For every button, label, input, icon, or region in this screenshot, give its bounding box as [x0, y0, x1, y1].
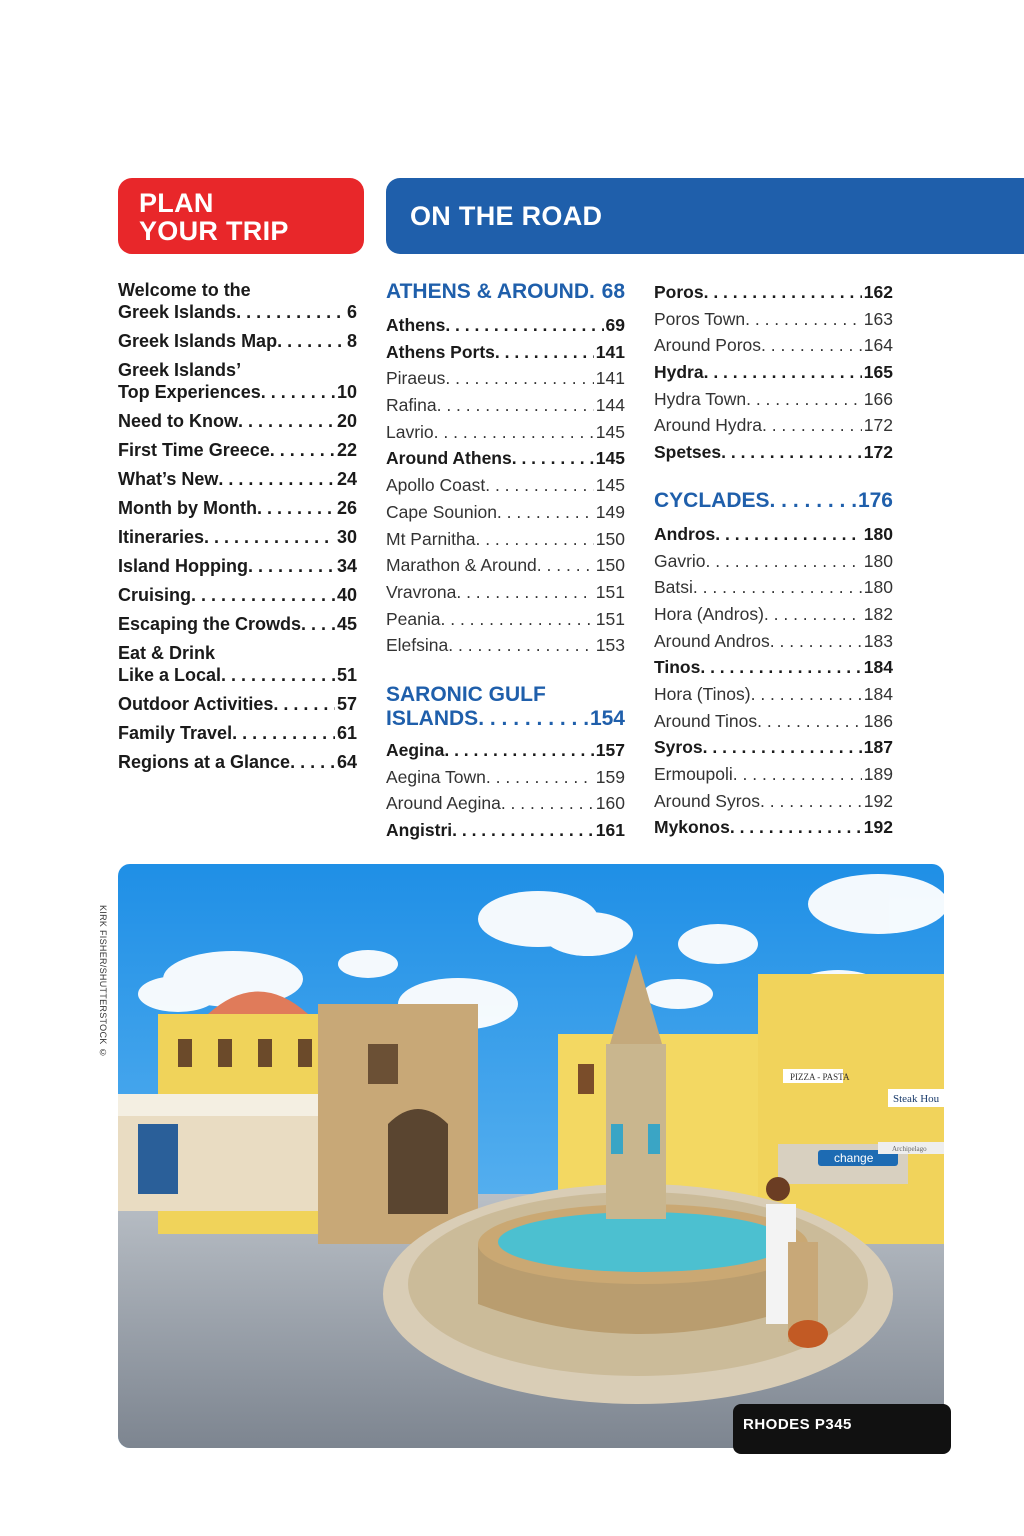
entry-page: 176	[857, 488, 893, 512]
entry-title: Around Aegina	[386, 793, 501, 814]
entry-title: Athens	[386, 315, 446, 335]
entry-page: 141	[595, 368, 625, 389]
dot-leader	[301, 613, 335, 635]
toc-entry[interactable]	[386, 339, 625, 366]
entry-page: 30	[336, 527, 357, 547]
region-title-line1: SARONIC GULF	[386, 682, 546, 706]
toc-entry[interactable]	[654, 279, 893, 306]
dot-leader	[437, 392, 594, 419]
entry-title: First Time Greece	[118, 440, 270, 460]
toc-entry-two-line[interactable]	[118, 279, 357, 330]
entry-title: Around Poros	[654, 335, 762, 356]
entry-page: 51	[336, 665, 357, 685]
toc-entry[interactable]	[118, 439, 357, 468]
entry-page: 22	[336, 440, 357, 460]
toc-entry[interactable]	[386, 312, 625, 339]
dot-leader	[441, 606, 594, 633]
dot-leader	[273, 693, 335, 715]
entry-title: Greek Islands Map	[118, 331, 278, 351]
steak-house-sign: Steak Hou	[893, 1093, 940, 1105]
archipelago-sign: Archipelago	[892, 1145, 927, 1153]
entry-title: Athens Ports	[386, 341, 495, 362]
entry-page: 189	[863, 764, 893, 784]
dot-leader	[730, 814, 862, 841]
dot-leader	[218, 468, 335, 490]
entry-page: 20	[336, 411, 357, 431]
toc-entry[interactable]	[654, 601, 893, 628]
entry-page: 180	[863, 523, 893, 544]
entry-title: Month by Month	[118, 498, 257, 518]
toc-entry[interactable]	[118, 613, 357, 642]
dot-leader	[448, 632, 594, 659]
entry-page: 192	[863, 817, 893, 838]
photo-illustration	[118, 864, 944, 1448]
entry-page: 172	[863, 415, 893, 436]
entry-title: Island Hopping	[118, 556, 248, 576]
dot-leader	[497, 499, 594, 526]
dot-leader	[232, 722, 335, 744]
region-heading-athens[interactable]	[386, 279, 625, 312]
entry-page: 180	[863, 550, 893, 571]
region-heading-saronic[interactable]	[386, 683, 625, 737]
entry-title: Mykonos	[654, 817, 730, 838]
toc-entry[interactable]	[654, 412, 893, 439]
dot-leader	[257, 497, 335, 519]
toc-entry[interactable]	[386, 737, 625, 764]
entry-page: 154	[589, 706, 625, 730]
toc-entry[interactable]	[118, 722, 357, 751]
dot-leader	[238, 410, 335, 432]
toc-entry[interactable]	[386, 526, 625, 553]
dot-leader	[537, 552, 594, 579]
on-the-road-column-2	[654, 279, 893, 841]
photo-caption: RHODES P345	[743, 1416, 852, 1433]
toc-entry-line2[interactable]	[118, 381, 357, 403]
entry-title: Hora (Andros)	[654, 603, 764, 624]
entry-page: 45	[336, 614, 357, 634]
dot-leader	[475, 526, 593, 553]
entry-page: 164	[863, 335, 893, 356]
toc-entry[interactable]	[654, 439, 893, 466]
entry-title: What’s New	[118, 469, 219, 489]
dot-leader	[485, 472, 594, 499]
entry-title: Syros	[654, 737, 703, 758]
toc-entry[interactable]	[118, 555, 357, 584]
entry-title: Hydra	[654, 362, 704, 383]
entry-title-line1: Welcome to the	[118, 280, 251, 300]
entry-page: 183	[863, 630, 893, 651]
on-the-road-header	[386, 178, 1024, 254]
dot-leader	[445, 365, 593, 392]
toc-entry[interactable]	[386, 499, 625, 526]
toc-entry[interactable]	[118, 526, 357, 555]
toc-entry-line2[interactable]	[118, 664, 357, 686]
dot-leader	[703, 734, 862, 761]
toc-entry[interactable]	[654, 761, 893, 788]
plan-your-trip-header	[118, 178, 364, 254]
toc-entry[interactable]	[654, 332, 893, 359]
toc-entry-two-line[interactable]	[118, 359, 357, 410]
toc-entry[interactable]	[386, 817, 625, 844]
toc-entry-two-line[interactable]	[118, 642, 357, 693]
toc-entry[interactable]	[654, 681, 893, 708]
entry-title: Need to Know	[118, 411, 238, 431]
toc-entry[interactable]	[386, 392, 625, 419]
entry-title-line1: Eat & Drink	[118, 643, 216, 663]
toc-entry[interactable]	[654, 788, 893, 815]
toc-entry[interactable]	[386, 365, 625, 392]
entry-title: Cape Sounion	[386, 501, 497, 522]
entry-page: 165	[863, 362, 893, 383]
dot-leader	[757, 708, 862, 735]
entry-title: Poros Town	[654, 308, 746, 329]
entry-title: Piraeus	[386, 368, 446, 389]
toc-entry[interactable]	[386, 472, 625, 499]
entry-page: 166	[863, 388, 893, 409]
entry-title: ISLANDS	[386, 706, 479, 730]
entry-page: 69	[605, 315, 625, 335]
entry-title: ATHENS & AROUND	[386, 280, 589, 303]
entry-title: Tinos	[654, 657, 701, 678]
toc-entry[interactable]	[386, 632, 625, 659]
entry-title: Aegina Town	[386, 766, 486, 787]
toc-entry-line2[interactable]	[118, 301, 357, 323]
entry-page: 184	[863, 657, 893, 678]
entry-page: 182	[863, 603, 893, 624]
dot-leader	[715, 521, 862, 548]
entry-title: Vravrona	[386, 581, 457, 602]
entry-page: 151	[595, 581, 625, 602]
dot-leader	[236, 301, 345, 323]
section-gap	[654, 466, 893, 488]
entry-title: Family Travel	[118, 723, 233, 743]
toc-entry[interactable]	[118, 410, 357, 439]
entry-title-line1: Greek Islands’	[118, 360, 242, 380]
entry-title: CYCLADES	[654, 488, 770, 512]
entry-page: 144	[595, 395, 625, 416]
change-sign: change	[834, 1151, 874, 1165]
section-gap	[386, 659, 625, 683]
toc-entry[interactable]	[386, 579, 625, 606]
pizza-pasta-sign: PIZZA - PASTA	[790, 1072, 850, 1082]
entry-title: Poros	[654, 282, 704, 302]
dot-leader	[270, 439, 335, 461]
entry-title: Outdoor Activities	[118, 694, 274, 714]
toc-entry[interactable]	[386, 445, 625, 472]
dot-leader	[248, 555, 335, 577]
dot-leader	[760, 788, 862, 815]
dot-leader	[261, 381, 335, 403]
entry-page: 150	[595, 528, 625, 549]
toc-entry[interactable]	[386, 790, 625, 817]
toc-entry[interactable]	[654, 814, 893, 841]
toc-entry[interactable]	[386, 552, 625, 579]
toc-entry[interactable]	[654, 521, 893, 548]
entry-title: Around Andros	[654, 630, 770, 651]
region-heading-cyclades[interactable]	[654, 488, 893, 521]
entry-title: Batsi	[654, 577, 693, 598]
dot-leader	[764, 601, 862, 628]
toc-entry[interactable]	[118, 497, 357, 526]
entry-title: Elefsina	[386, 635, 449, 656]
dot-leader	[761, 332, 862, 359]
dot-leader	[204, 526, 335, 548]
entry-title: Cruising	[118, 585, 192, 605]
entry-title: Rafina	[386, 395, 437, 416]
entry-title: Gavrio	[654, 550, 706, 571]
entry-page: 26	[336, 498, 357, 518]
entry-page: 6	[346, 302, 357, 322]
on-the-road-column-1	[386, 279, 625, 844]
dot-leader	[221, 664, 335, 686]
dot-leader	[434, 419, 594, 446]
entry-page: 8	[346, 331, 357, 351]
dot-leader	[486, 764, 594, 791]
entry-title: Aegina	[386, 739, 445, 760]
dot-leader	[478, 707, 588, 731]
entry-page: 61	[336, 723, 357, 743]
toc-entry[interactable]	[654, 628, 893, 655]
toc-entry[interactable]	[118, 693, 357, 722]
toc-entry[interactable]	[118, 468, 357, 497]
entry-page: 10	[336, 382, 357, 402]
dot-leader	[721, 439, 862, 466]
entry-page: 187	[863, 737, 893, 758]
entry-page: 64	[336, 752, 357, 772]
toc-entry[interactable]	[654, 359, 893, 386]
toc-entry[interactable]	[654, 708, 893, 735]
entry-page: 145	[595, 448, 625, 469]
dot-leader	[512, 445, 594, 472]
toc-entry[interactable]	[386, 764, 625, 791]
entry-title: Mt Parnitha	[386, 528, 476, 549]
entry-title: Escaping the Crowds	[118, 614, 302, 634]
dot-leader	[693, 574, 862, 601]
toc-entry[interactable]	[654, 306, 893, 333]
plan-header-line2: YOUR TRIP	[139, 216, 289, 246]
dot-leader	[589, 279, 600, 305]
entry-title: Itineraries	[118, 527, 205, 547]
toc-entry[interactable]	[386, 606, 625, 633]
entry-title: Andros	[654, 523, 716, 544]
dot-leader	[746, 386, 862, 413]
entry-page: 160	[595, 793, 625, 814]
photo-credit: KIRK FISHER/SHUTTERSTOCK ©	[98, 905, 108, 1058]
entry-page: 141	[595, 341, 625, 362]
entry-page: 184	[863, 683, 893, 704]
dot-leader	[445, 312, 603, 339]
entry-page: 151	[595, 608, 625, 629]
entry-title: Marathon & Around	[386, 555, 537, 576]
dot-leader	[745, 306, 862, 333]
dot-leader	[700, 654, 861, 681]
dot-leader	[704, 359, 862, 386]
region-title-line2[interactable]	[386, 707, 625, 737]
dot-leader	[191, 584, 335, 606]
toc-entry[interactable]	[654, 386, 893, 413]
dot-leader	[751, 681, 862, 708]
entry-title: Hora (Tinos)	[654, 683, 751, 704]
toc-entry[interactable]	[654, 548, 893, 575]
entry-title: Greek Islands	[118, 302, 237, 322]
entry-title: Around Athens	[386, 448, 512, 469]
entry-title: Top Experiences	[118, 382, 261, 402]
entry-page: 161	[595, 820, 625, 840]
entry-title: Around Tinos	[654, 710, 758, 731]
road-header-label: ON THE ROAD	[410, 201, 603, 231]
toc-entry[interactable]	[654, 654, 893, 681]
dot-leader	[452, 817, 594, 844]
entry-title: Around Hydra	[654, 415, 762, 436]
dot-leader	[770, 628, 862, 655]
entry-page: 149	[595, 501, 625, 522]
entry-title: Peania	[386, 608, 441, 629]
toc-entry[interactable]	[654, 734, 893, 761]
entry-title: Spetses	[654, 442, 722, 463]
dot-leader	[733, 761, 862, 788]
dot-leader	[290, 751, 335, 773]
dot-leader	[444, 737, 593, 764]
dot-leader	[706, 548, 862, 575]
plan-your-trip-column	[118, 279, 357, 780]
toc-entry[interactable]	[386, 419, 625, 446]
entry-page: 145	[595, 475, 625, 496]
dot-leader	[277, 330, 345, 352]
entry-page: 159	[595, 766, 625, 787]
rhodes-square-photo	[118, 864, 944, 1448]
entry-page: 192	[863, 790, 893, 811]
entry-title: Lavrio	[386, 421, 434, 442]
entry-title: Like a Local	[118, 665, 222, 685]
entry-page: 40	[336, 585, 357, 605]
entry-page: 34	[336, 556, 357, 576]
entry-page: 180	[863, 577, 893, 598]
entry-title: Ermoupoli	[654, 764, 733, 784]
entry-page: 57	[336, 694, 357, 714]
entry-page: 162	[863, 282, 893, 302]
entry-page: 153	[595, 635, 625, 656]
dot-leader	[770, 488, 856, 514]
toc-entry[interactable]	[118, 751, 357, 780]
dot-leader	[501, 790, 594, 817]
entry-title: Apollo Coast	[386, 475, 486, 496]
entry-page: 172	[863, 442, 893, 463]
entry-page: 150	[595, 555, 625, 576]
entry-title: Hydra Town	[654, 388, 747, 409]
entry-page: 68	[601, 280, 625, 303]
toc-entry[interactable]	[654, 574, 893, 601]
entry-page: 145	[595, 421, 625, 442]
entry-title: Regions at a Glance	[118, 752, 291, 772]
entry-page: 163	[863, 308, 893, 329]
photo-caption-tag[interactable]	[733, 1404, 951, 1454]
entry-title: Angistri	[386, 820, 453, 840]
dot-leader	[456, 579, 593, 606]
dot-leader	[704, 279, 862, 306]
entry-title: Around Syros	[654, 790, 761, 811]
dot-leader	[495, 339, 594, 366]
plan-header-line1: PLAN	[139, 188, 214, 218]
toc-entry[interactable]	[118, 584, 357, 613]
entry-page: 24	[336, 469, 357, 489]
dot-leader	[762, 412, 862, 439]
entry-page: 186	[863, 710, 893, 731]
toc-entry[interactable]	[118, 330, 357, 359]
entry-page: 157	[595, 739, 625, 760]
